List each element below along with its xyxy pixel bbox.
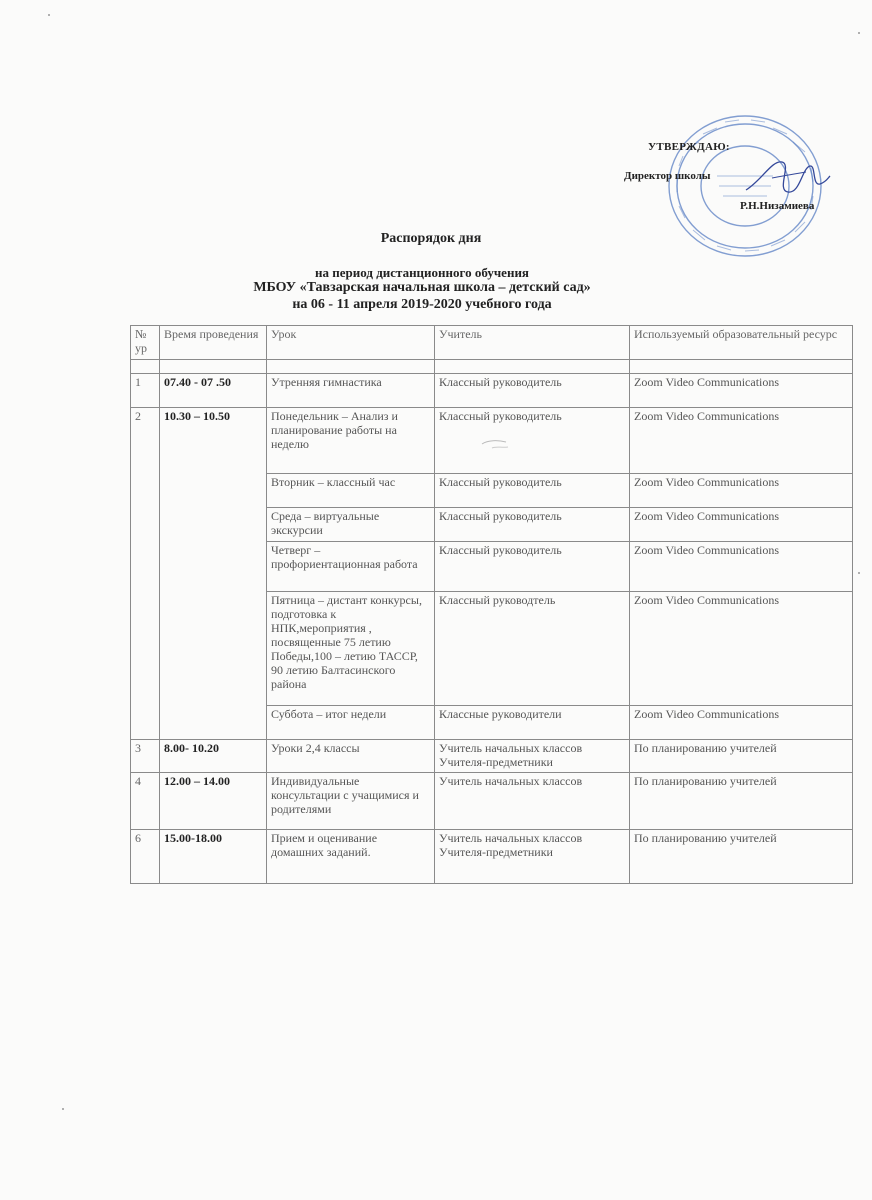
table-row <box>131 773 853 830</box>
row-num: 6 <box>131 830 160 884</box>
row-time: 8.00- 10.20 <box>160 740 267 773</box>
table-row <box>131 830 853 884</box>
approval-position: Директор школы <box>624 170 711 182</box>
header-num: № ур <box>131 326 160 360</box>
approval-name: Р.Н.Низамиева <box>740 200 815 212</box>
row-time: 07.40 - 07 .50 <box>160 374 267 408</box>
row-teacher: Классный руководитель <box>435 474 630 508</box>
row-teacher: Классный руководитель <box>435 374 630 408</box>
row-time: 10.30 – 10.50 <box>160 408 267 740</box>
table-header-row <box>131 326 853 360</box>
table-row <box>131 374 853 408</box>
row-resource: Zoom Video Communications <box>630 508 853 542</box>
document-subtitle: на период дистанционного обучения <box>315 265 529 280</box>
row-time: 12.00 – 14.00 <box>160 773 267 830</box>
schedule-table <box>130 325 853 884</box>
row-lesson: Индивидуальные консультации с учащимися и родителями <box>267 773 435 830</box>
row-teacher: Учитель начальных классов Учителя-предметники <box>435 830 630 884</box>
row-lesson: Уроки 2,4 классы <box>267 740 435 773</box>
row-lesson: Вторник – классный час <box>267 474 435 508</box>
scan-speck <box>62 1108 64 1110</box>
row-teacher: Учитель начальных классов Учителя-предметники <box>435 740 630 773</box>
row-num: 3 <box>131 740 160 773</box>
row-num: 2 <box>131 408 160 740</box>
row-lesson: Прием и оценивание домашних заданий. <box>267 830 435 884</box>
row-resource: Zoom Video Communications <box>630 374 853 408</box>
row-lesson: Суббота – итог недели <box>267 706 435 740</box>
scan-speck <box>858 32 860 34</box>
school-name: МБОУ «Тавзарская начальная школа – детский сад» <box>253 280 591 295</box>
row-resource: Zoom Video Communications <box>630 706 853 740</box>
row-teacher: Классный руководитель <box>435 542 630 592</box>
row-teacher: Классный руководитель <box>435 408 630 474</box>
row-resource: Zoom Video Communications <box>630 592 853 706</box>
header-time: Время проведения <box>160 326 267 360</box>
row-teacher: Классные руководители <box>435 706 630 740</box>
approval-heading: УТВЕРЖДАЮ: <box>648 141 730 153</box>
row-teacher: Классный руководтель <box>435 592 630 706</box>
date-range: на 06 - 11 апреля 2019-2020 учебного года <box>292 297 552 312</box>
row-lesson: Утренняя гимнастика <box>267 374 435 408</box>
row-lesson: Понедельник – Анализ и планирование работы на неделю <box>267 408 435 474</box>
header-teacher: Учитель <box>435 326 630 360</box>
document-title: Распорядок дня <box>380 231 482 246</box>
scan-speck <box>48 14 50 16</box>
row-resource: По планированию учителей <box>630 740 853 773</box>
row-resource: По планированию учителей <box>630 830 853 884</box>
table-row <box>131 740 853 773</box>
row-resource: Zoom Video Communications <box>630 542 853 592</box>
row-lesson: Пятница – дистант конкурсы, подготовка к НПК,мероприятия , посвященные 75 летию Победы,100 – летию ТАССР, 90 летию Балтасинского района <box>267 592 435 706</box>
row-lesson: Среда – виртуальные экскурсии <box>267 508 435 542</box>
row-lesson: Четверг – профориентационная работа <box>267 542 435 592</box>
table-row <box>131 408 853 474</box>
row-time: 15.00-18.00 <box>160 830 267 884</box>
row-teacher: Учитель начальных классов <box>435 773 630 830</box>
row-resource: Zoom Video Communications <box>630 408 853 474</box>
row-resource: Zoom Video Communications <box>630 474 853 508</box>
scan-speck <box>858 572 860 574</box>
header-resource: Используемый образовательный ресурс <box>630 326 853 360</box>
row-num: 1 <box>131 374 160 408</box>
header-lesson: Урок <box>267 326 435 360</box>
row-teacher: Классный руководитель <box>435 508 630 542</box>
table-spacer-row <box>131 360 853 374</box>
row-num: 4 <box>131 773 160 830</box>
row-resource: По планированию учителей <box>630 773 853 830</box>
approval-block <box>600 135 830 225</box>
